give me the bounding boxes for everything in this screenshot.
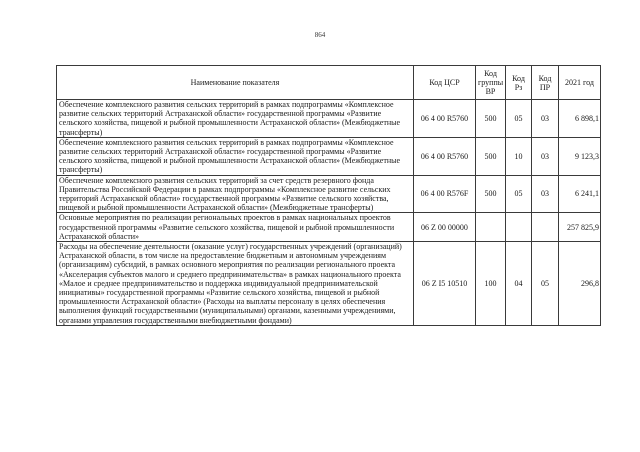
row-pr: 03 xyxy=(532,175,559,213)
row-vr xyxy=(476,213,506,242)
table-row xyxy=(57,175,601,213)
row-pr: 03 xyxy=(532,137,559,175)
row-name: Обеспечение комплексного развития сельских территорий в рамках подпрограммы «Комплексное развитие сельских территорий Астраханской области» государственной программы «Развитие сельского хозяйства, пищевой и рыбной промышленности Астраханской области» (Межбюджетные трансферты) xyxy=(57,100,414,138)
row-vr: 100 xyxy=(476,242,506,326)
row-name: Основные мероприятия по реализации региональных проектов в рамках национальных проектов государственной программы «Развитие сельского хозяйства, пищевой и рыбной промышленности Астраханской области» xyxy=(57,213,414,242)
row-amount: 296,8 xyxy=(559,242,601,326)
row-amount: 257 825,9 xyxy=(559,213,601,242)
row-rz xyxy=(506,213,532,242)
column-header-year: 2021 год xyxy=(559,66,601,100)
page-number: 864 xyxy=(314,31,326,39)
column-header-csr: Код ЦСР xyxy=(414,66,476,100)
row-csr: 06 4 00 R5760 xyxy=(414,100,476,138)
row-rz: 05 xyxy=(506,100,532,138)
row-amount: 6 898,1 xyxy=(559,100,601,138)
table-row xyxy=(57,137,601,175)
column-header-vr: Код группы ВР xyxy=(476,66,506,100)
row-amount: 9 123,3 xyxy=(559,137,601,175)
row-rz: 04 xyxy=(506,242,532,326)
row-pr: 05 xyxy=(532,242,559,326)
budget-table xyxy=(56,65,601,326)
table-header-row xyxy=(57,66,601,100)
row-csr: 06 Z 00 00000 xyxy=(414,213,476,242)
table-row xyxy=(57,242,601,326)
row-amount: 6 241,1 xyxy=(559,175,601,213)
row-pr xyxy=(532,213,559,242)
row-name: Обеспечение комплексного развития сельских территорий за счет средств резервного фонда Правительства Российской Федерации в рамках подпрограммы «Комплексное развитие сельских территорий Астраханской области» государственной программы «Развитие сельского хозяйства, пищевой и рыбной промышленности Астраханской области» (Межбюджетные трансферты) xyxy=(57,175,414,213)
column-header-name: Наименование показателя xyxy=(57,66,414,100)
row-name: Обеспечение комплексного развития сельских территорий в рамках подпрограммы «Комплексное развитие сельских территорий Астраханской области» государственной программы «Развитие сельского хозяйства, пищевой и рыбной промышленности Астраханской области» (Межбюджетные трансферты) xyxy=(57,137,414,175)
row-csr: 06 4 00 R576F xyxy=(414,175,476,213)
row-csr: 06 Z I5 10510 xyxy=(414,242,476,326)
row-rz: 10 xyxy=(506,137,532,175)
row-vr: 500 xyxy=(476,175,506,213)
row-vr: 500 xyxy=(476,100,506,138)
column-header-pr: Код ПР xyxy=(532,66,559,100)
row-csr: 06 4 00 R5760 xyxy=(414,137,476,175)
row-vr: 500 xyxy=(476,137,506,175)
row-name: Расходы на обеспечение деятельности (оказание услуг) государственных учреждений (организаций) Астраханской области, в том числе на предоставление бюджетным и автономным учреждениям (организациям) субсидий, в рамках основного мероприятия по реализации регионального проекта «Акселерация субъектов малого и среднего предпринимательства» в рамках национального проекта «Малое и среднее предпринимательство и поддержка индивидуальной предпринимательской инициативы» государственной программы «Развитие сельского хозяйства, пищевой и рыбной промышленности Астраханской области» (Расходы на выплаты персоналу в целях обеспечения выполнения функций государственными (муниципальными) органами, казенными учреждениями, органами управления государственными внебюджетными фондами) xyxy=(57,242,414,326)
column-header-rz: Код Рз xyxy=(506,66,532,100)
table-row xyxy=(57,213,601,242)
row-pr: 03 xyxy=(532,100,559,138)
table-row xyxy=(57,100,601,138)
row-rz: 05 xyxy=(506,175,532,213)
